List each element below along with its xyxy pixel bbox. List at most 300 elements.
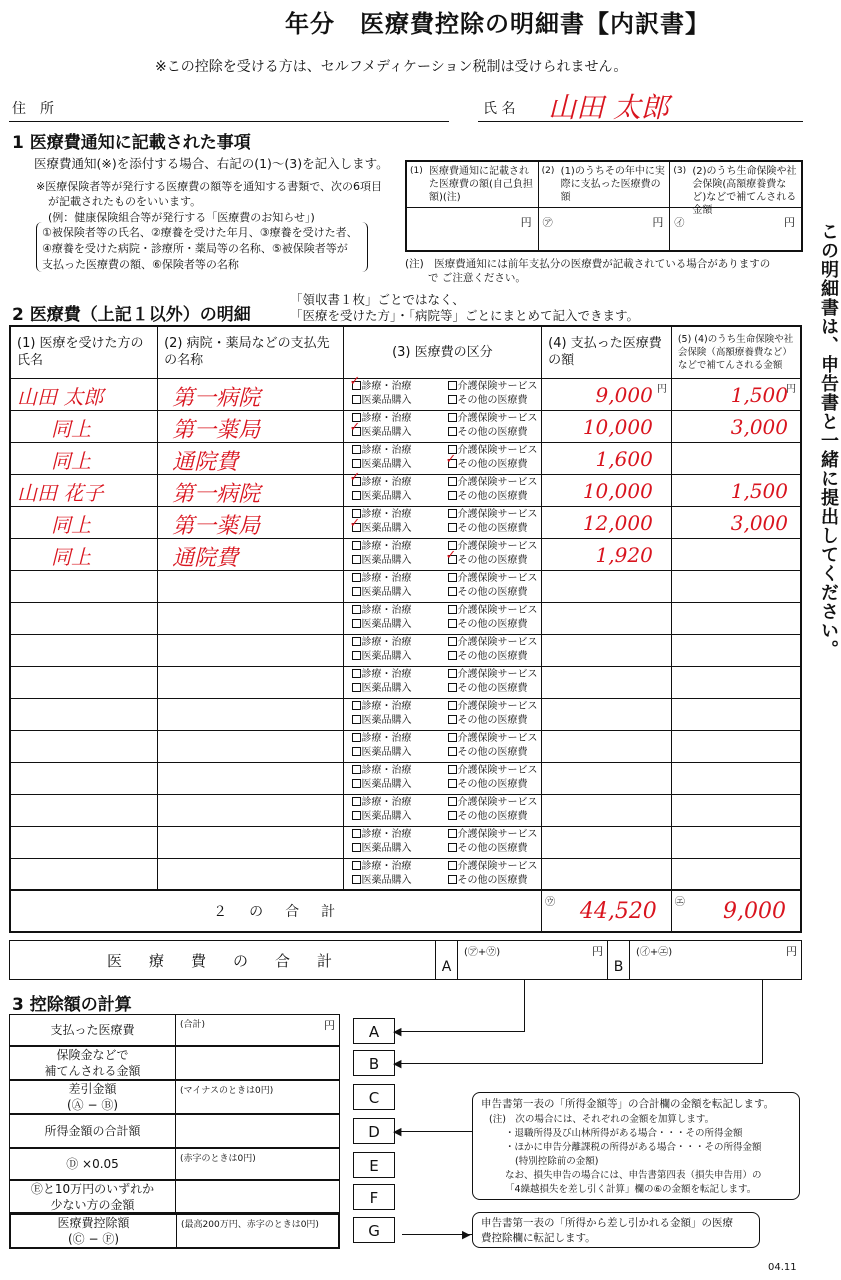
category-medical: 診療・治療 (361, 701, 412, 712)
address-label: 住 所 (12, 101, 54, 117)
covered-amount-cell[interactable] (671, 666, 801, 698)
payee-cell[interactable] (158, 538, 343, 570)
table-row (10, 474, 801, 506)
medical-total-row (9, 940, 802, 980)
category-care: 介護保険サービス (457, 445, 538, 456)
category-other: その他の医療費 (457, 587, 528, 598)
patient-name-cell[interactable] (10, 442, 158, 474)
table-row (10, 826, 801, 858)
patient-name-cell[interactable] (10, 730, 158, 762)
box-b-formula: (㋑+㋓) (636, 947, 673, 958)
checkbox-icon[interactable] (448, 413, 457, 422)
checkbox-icon[interactable] (448, 669, 457, 678)
category-cell (343, 634, 542, 666)
category-care: 介護保険サービス (457, 860, 538, 872)
table-row (10, 442, 801, 474)
category-care: 介護保険サービス (457, 477, 538, 488)
covered-amount-cell[interactable] (671, 858, 801, 890)
checkbox-icon[interactable] (352, 605, 361, 614)
patient-name-cell[interactable] (10, 410, 158, 442)
notice-col-2 (539, 162, 671, 250)
checkbox-icon[interactable] (352, 765, 361, 774)
payee-cell[interactable] (158, 602, 343, 634)
checkbox-icon[interactable] (352, 637, 361, 646)
calc-letter-c: C (353, 1084, 395, 1110)
connector-a-horizontal (398, 1031, 525, 1032)
form-title: 年分 医療費控除の明細書【内訳書】 (285, 10, 710, 38)
paid-amount-cell[interactable] (542, 858, 672, 890)
calc-row-field[interactable] (176, 1015, 339, 1045)
header-category: (3) 医療費の区分 (343, 326, 542, 378)
yen-label: 円 (786, 945, 797, 958)
patient-name-cell[interactable] (10, 826, 158, 858)
paid-amount-cell[interactable] (542, 730, 672, 762)
covered-amount-cell[interactable] (671, 538, 801, 570)
section1-line1: 医療費通知(※)を添付する場合、右記の(1)～(3)を記入します。 (34, 156, 389, 171)
table-row (10, 858, 801, 890)
covered-amount-cell[interactable] (671, 826, 801, 858)
category-cell (343, 858, 542, 890)
paid-amount: 12,000 (582, 510, 653, 535)
name-field-line (478, 121, 803, 122)
checkbox-icon[interactable] (352, 829, 361, 838)
category-other: その他の医療費 (457, 395, 528, 406)
payee-cell[interactable] (158, 762, 343, 794)
arrow-b-icon: ◀ (393, 1057, 402, 1070)
covered-amount-cell[interactable] (671, 570, 801, 602)
checkbox-icon[interactable] (352, 459, 361, 468)
payee-cell[interactable] (158, 474, 343, 506)
notice-col-1 (407, 162, 539, 250)
calc-row-field[interactable] (176, 1149, 339, 1179)
box-a-formula: (㋐+㋒) (464, 947, 501, 958)
category-medicine: 医薬品購入 (361, 491, 412, 502)
patient-name-cell[interactable] (10, 602, 158, 634)
checkbox-icon[interactable] (352, 523, 361, 532)
calc-letter-d: D (353, 1118, 395, 1144)
checkbox-icon[interactable] (448, 395, 457, 404)
mark-u: ㋒ (545, 897, 556, 908)
yen-label: 円 (592, 945, 603, 958)
patient-name-cell[interactable] (10, 378, 158, 410)
connector-a-vertical (524, 980, 525, 1032)
category-medical: 診療・治療 (361, 605, 412, 616)
patient-name: 同上 (51, 512, 91, 537)
medical-total-label: 医 療 費 の 合 計 (10, 941, 436, 979)
patient-name-cell[interactable] (10, 762, 158, 794)
calc-row-label (11, 1215, 177, 1247)
checkbox-icon[interactable] (352, 445, 361, 454)
calc-label-line1: 差引金額 (68, 1082, 117, 1096)
connector-b-horizontal (398, 1063, 763, 1064)
calc-row-label (10, 1115, 176, 1147)
paid-amount-cell[interactable] (542, 634, 672, 666)
covered-amount-cell[interactable] (671, 634, 801, 666)
paid-amount-cell[interactable] (542, 762, 672, 794)
patient-name-cell[interactable] (10, 858, 158, 890)
category-medical: 診療・治療 (361, 445, 412, 456)
calc-label-line1: Ⓔと10万円のいずれか (30, 1181, 155, 1196)
checkbox-icon[interactable] (352, 701, 361, 710)
covered-amount-cell[interactable] (671, 602, 801, 634)
patient-name-cell[interactable] (10, 538, 158, 570)
category-other: その他の医療費 (457, 459, 528, 470)
box-b-field[interactable] (630, 941, 801, 979)
checkbox-icon[interactable] (448, 765, 457, 774)
checkbox-icon[interactable] (448, 861, 457, 870)
income-note-l1: (注) 次の場合には、それぞれの金額を加算します。 (489, 1114, 715, 1125)
section3-heading: 3 控除額の計算 (12, 995, 132, 1015)
patient-name-cell[interactable] (10, 634, 158, 666)
paid-amount-cell[interactable] (542, 442, 672, 474)
checkbox-icon[interactable] (448, 797, 457, 806)
table-row (10, 506, 801, 538)
category-cell (343, 378, 542, 410)
category-medical: 診療・治療 (361, 669, 412, 680)
category-care: 介護保険サービス (457, 573, 538, 584)
covered-amount-cell[interactable] (671, 474, 801, 506)
covered-amount-cell[interactable] (671, 698, 801, 730)
category-cell (343, 538, 542, 570)
payee-cell[interactable] (158, 442, 343, 474)
box-a-label: A (436, 941, 458, 979)
payee-name: 第一薬局 (172, 417, 261, 443)
checkbox-icon[interactable] (352, 427, 361, 436)
yen-label: 円 (784, 216, 796, 229)
paid-amount-cell[interactable] (542, 602, 672, 634)
covered-amount: 1,500 (730, 382, 788, 407)
header-patient: (1) 医療を受けた方の氏名 (10, 326, 158, 378)
covered-amount: 3,000 (730, 414, 788, 439)
payee-cell[interactable] (158, 378, 343, 410)
paid-amount: 10,000 (582, 414, 653, 439)
category-other: その他の医療費 (457, 651, 528, 662)
category-medicine: 医薬品購入 (361, 651, 412, 662)
checkbox-icon[interactable] (448, 875, 457, 884)
payee-name: 第一病院 (172, 385, 261, 411)
table-row (10, 634, 801, 666)
category-medical: 診療・治療 (361, 829, 412, 840)
category-medicine: 医薬品購入 (361, 683, 412, 694)
checkbox-icon[interactable] (352, 683, 361, 692)
calc-label-line1: 所得金額の合計額 (44, 1124, 141, 1138)
income-transfer-note (472, 1092, 800, 1200)
covered-amount-cell[interactable] (671, 794, 801, 826)
checkbox-icon[interactable] (352, 715, 361, 724)
payee-cell[interactable] (158, 666, 343, 698)
category-medical: 診療・治療 (361, 733, 412, 744)
patient-name-cell[interactable] (10, 506, 158, 538)
calc-label-line2: (Ⓐ − Ⓑ) (66, 1098, 119, 1112)
checkbox-icon[interactable] (448, 747, 457, 756)
category-medical: 診療・治療 (361, 541, 412, 552)
notice-col-3-num: (3) (673, 166, 687, 176)
calc-letter-e: E (353, 1152, 395, 1178)
category-medicine: 医薬品購入 (361, 747, 412, 758)
category-care: 介護保険サービス (457, 541, 538, 552)
checkbox-icon[interactable] (448, 701, 457, 710)
payee-cell[interactable] (158, 794, 343, 826)
category-care: 介護保険サービス (457, 509, 538, 520)
income-note-title: 申告書第一表の「所得金額等」の合計欄の金額を転記します。 (481, 1098, 775, 1110)
total-paid: 44,520 (579, 899, 657, 924)
category-care: 介護保険サービス (457, 669, 538, 680)
payee-name: 第一薬局 (172, 513, 261, 539)
checkbox-icon[interactable] (352, 587, 361, 596)
checkbox-icon[interactable] (352, 669, 361, 678)
income-note-l2: ・退職所得及び山林所得がある場合・・・その所得金額 (505, 1128, 743, 1139)
notice-col-1-header: 医療費通知に記載された医療費の額(自己負担額)(注) (429, 166, 533, 203)
category-medical: 診療・治療 (361, 637, 412, 648)
notice-amount-field[interactable] (407, 208, 538, 252)
category-cell (343, 410, 542, 442)
income-note-l4: (特別控除前の金額) (515, 1156, 599, 1167)
calc-letter-b: B (353, 1050, 395, 1076)
paid-amount-cell[interactable] (542, 826, 672, 858)
category-other: その他の医療費 (457, 811, 528, 822)
checkbox-icon[interactable] (352, 573, 361, 582)
checkbox-icon[interactable] (448, 715, 457, 724)
table-row (10, 730, 801, 762)
checkbox-icon[interactable] (352, 381, 361, 390)
table-row (10, 698, 801, 730)
category-medical: 診療・治療 (361, 413, 412, 424)
calc-hint: (赤字のときは0円) (180, 1154, 256, 1164)
header-payee: (2) 病院・薬局などの支払先の名称 (158, 326, 343, 378)
checkbox-icon[interactable] (448, 509, 457, 518)
checkbox-icon[interactable] (352, 491, 361, 500)
covered-amount-cell[interactable] (671, 506, 801, 538)
paid-amount-cell[interactable] (542, 410, 672, 442)
covered-amount-cell[interactable] (671, 730, 801, 762)
table-row (10, 602, 801, 634)
paid-amount-cell[interactable] (542, 378, 672, 410)
payee-cell[interactable] (158, 506, 343, 538)
paid-amount-cell[interactable] (542, 538, 672, 570)
category-care: 介護保険サービス (457, 381, 538, 392)
covered-amount-cell[interactable] (671, 762, 801, 794)
checkbox-icon[interactable] (352, 811, 361, 820)
payee-cell[interactable] (158, 730, 343, 762)
table-row (10, 570, 801, 602)
income-note-l5: なお、損失申告の場合には、申告書第四表（損失申告用）の (505, 1170, 762, 1181)
calc-label-line1: 保険金などで (56, 1048, 129, 1062)
checkbox-icon[interactable] (352, 541, 361, 550)
checkbox-icon[interactable] (352, 733, 361, 742)
checkbox-icon[interactable] (352, 843, 361, 852)
yen-label: 円 (324, 1019, 335, 1032)
payee-cell[interactable] (158, 858, 343, 890)
paid-amount-cell[interactable] (542, 666, 672, 698)
checkbox-icon[interactable] (448, 573, 457, 582)
paid-amount: 1,920 (595, 542, 653, 567)
header-paid: (4) 支払った医療費の額 (542, 326, 672, 378)
calc-label-line2: 補てんされる金額 (44, 1064, 141, 1078)
checkbox-icon[interactable] (448, 829, 457, 838)
paid-amount-cell[interactable] (542, 698, 672, 730)
category-other: その他の医療費 (457, 874, 528, 886)
arrow-a-icon: ◀ (393, 1025, 402, 1038)
checkbox-icon[interactable] (448, 587, 457, 596)
category-medical: 診療・治療 (361, 573, 412, 584)
patient-name-cell[interactable] (10, 474, 158, 506)
table-row (10, 538, 801, 570)
calc-label-line2: 少ない方の金額 (50, 1197, 135, 1212)
notice-col-2-header: (1)のうちその年中に実際に支払った医療費の額 (560, 166, 665, 203)
notice-col-3-header: (2)のうち生命保険や社会保険(高額療養費など)などで補てんされる金額 (692, 166, 797, 216)
mark-a: ㋐ (542, 218, 553, 229)
box-a-field[interactable] (458, 941, 608, 979)
income-note-l6: 「4繰越損失を差し引く計算」欄の⑥の金額を転記します。 (505, 1184, 757, 1195)
paid-amount-field[interactable] (539, 208, 670, 252)
covered-amount-cell[interactable] (671, 410, 801, 442)
checkbox-icon[interactable] (352, 861, 361, 870)
category-medical: 診療・治療 (361, 860, 412, 872)
arrow-d-icon: ◀ (393, 1125, 402, 1138)
payee-cell[interactable] (158, 634, 343, 666)
calc-hint: (最高200万円、赤字のときは0円) (181, 1220, 319, 1230)
covered-amount-cell[interactable] (671, 378, 801, 410)
category-medicine: 医薬品購入 (361, 843, 412, 854)
checkbox-icon[interactable] (352, 395, 361, 404)
paid-amount: 9,000 (595, 382, 653, 407)
checkbox-icon[interactable] (448, 605, 457, 614)
payee-cell[interactable] (158, 410, 343, 442)
section1-heading: 1 医療費通知に記載された事項 (12, 133, 251, 153)
total-covered-cell[interactable] (671, 890, 801, 932)
category-medicine: 医薬品購入 (361, 779, 412, 790)
deduction-note-l1: 申告書第一表の「所得から差し引かれる金額」の医療 (481, 1217, 733, 1229)
patient-name-cell[interactable] (10, 570, 158, 602)
side-note: この明細書は、申告書と一緒に提出してください。 (818, 222, 839, 659)
section1-items3: 支払った医療費の額、⑥保険者等の名称 (42, 258, 239, 271)
payee-cell[interactable] (158, 570, 343, 602)
category-cell (343, 826, 542, 858)
category-cell (343, 698, 542, 730)
category-cell (343, 730, 542, 762)
calc-row-field[interactable] (176, 1115, 339, 1147)
checkbox-icon[interactable] (352, 651, 361, 660)
category-other: その他の医療費 (457, 555, 528, 566)
category-cell (343, 794, 542, 826)
paid-amount-cell[interactable] (542, 570, 672, 602)
checkbox-icon[interactable] (448, 779, 457, 788)
checkbox-icon[interactable] (448, 381, 457, 390)
checkbox-icon[interactable] (448, 619, 457, 628)
category-medical: 診療・治療 (361, 477, 412, 488)
connector-b-vertical (762, 980, 763, 1064)
paid-amount: 10,000 (582, 478, 653, 503)
category-medicine: 医薬品購入 (361, 523, 412, 534)
paid-amount: 1,600 (595, 446, 653, 471)
covered-amount-field[interactable] (670, 208, 801, 252)
calc-row-field[interactable] (177, 1215, 338, 1247)
payee-name: 通院費 (172, 449, 239, 475)
checkbox-icon[interactable] (448, 637, 457, 646)
calc-row-field[interactable] (176, 1047, 339, 1079)
category-medicine: 医薬品購入 (361, 874, 412, 886)
total-paid-cell[interactable] (542, 890, 672, 932)
checkbox-icon[interactable] (448, 477, 457, 486)
patient-name-cell[interactable] (10, 698, 158, 730)
checkbox-icon[interactable] (448, 683, 457, 692)
calc-row (9, 1080, 340, 1114)
payee-cell[interactable] (158, 826, 343, 858)
checkbox-icon[interactable] (352, 875, 361, 884)
category-care: 介護保険サービス (457, 797, 538, 808)
checkbox-icon[interactable] (448, 523, 457, 532)
category-other: その他の医療費 (457, 427, 528, 438)
category-cell (343, 602, 542, 634)
checkbox-icon[interactable] (448, 459, 457, 468)
category-other: その他の医療費 (457, 619, 528, 630)
patient-name: 同上 (51, 416, 91, 441)
calc-row-field[interactable] (176, 1181, 339, 1212)
mark-e: ㋓ (674, 897, 685, 908)
checkbox-icon[interactable] (352, 477, 361, 486)
taxpayer-name[interactable]: 山田 太郎 (548, 91, 669, 124)
calc-letter-a: A (353, 1018, 395, 1044)
category-cell (343, 506, 542, 538)
patient-name-cell[interactable] (10, 794, 158, 826)
checkbox-icon[interactable] (448, 733, 457, 742)
checkbox-icon[interactable] (448, 555, 457, 564)
paid-amount-cell[interactable] (542, 794, 672, 826)
paid-amount-cell[interactable] (542, 474, 672, 506)
checkbox-icon[interactable] (448, 491, 457, 500)
section1-note2: が記載されたものをいいます。 (48, 195, 202, 208)
patient-name: 同上 (51, 448, 91, 473)
category-medicine: 医薬品購入 (361, 427, 412, 438)
checkbox-icon[interactable] (352, 555, 361, 564)
checkbox-icon[interactable] (448, 843, 457, 852)
calc-label-line1: Ⓓ ×0.05 (66, 1157, 119, 1171)
section1-example: (例：健康保険組合等が発行する「医療費のお知らせ」) (48, 211, 315, 224)
table-row (10, 762, 801, 794)
checkbox-icon[interactable] (352, 619, 361, 628)
checkbox-icon[interactable] (352, 779, 361, 788)
calc-hint: (合計) (180, 1020, 206, 1030)
calc-row-label (10, 1149, 176, 1179)
paid-amount-cell[interactable] (542, 506, 672, 538)
calc-row (9, 1180, 340, 1213)
category-medical: 診療・治療 (361, 797, 412, 808)
checkbox-icon[interactable] (352, 797, 361, 806)
total-covered: 9,000 (723, 899, 786, 924)
calc-row (9, 1213, 340, 1249)
address-field[interactable] (9, 121, 449, 122)
calc-row-label (10, 1047, 176, 1079)
calc-row-field[interactable] (176, 1081, 339, 1113)
connector-d (398, 1131, 472, 1132)
checkbox-icon[interactable] (448, 651, 457, 660)
arrow-g-icon: ▶ (462, 1228, 471, 1241)
category-medical: 診療・治療 (361, 765, 412, 776)
category-cell (343, 570, 542, 602)
checkbox-icon[interactable] (448, 811, 457, 820)
checkbox-icon[interactable] (448, 427, 457, 436)
payee-cell[interactable] (158, 698, 343, 730)
patient-name-cell[interactable] (10, 666, 158, 698)
section1-note1: ※医療保険者等が発行する医療費の額等を通知する書類で、次の6項目 (36, 180, 382, 193)
calc-label-line1: 支払った医療費 (50, 1023, 135, 1037)
payee-name: 第一病院 (172, 481, 261, 507)
notice-col-3 (670, 162, 801, 250)
category-other: その他の医療費 (457, 683, 528, 694)
covered-amount-cell[interactable] (671, 442, 801, 474)
checkbox-icon[interactable] (352, 747, 361, 756)
calc-row-label (10, 1081, 176, 1113)
